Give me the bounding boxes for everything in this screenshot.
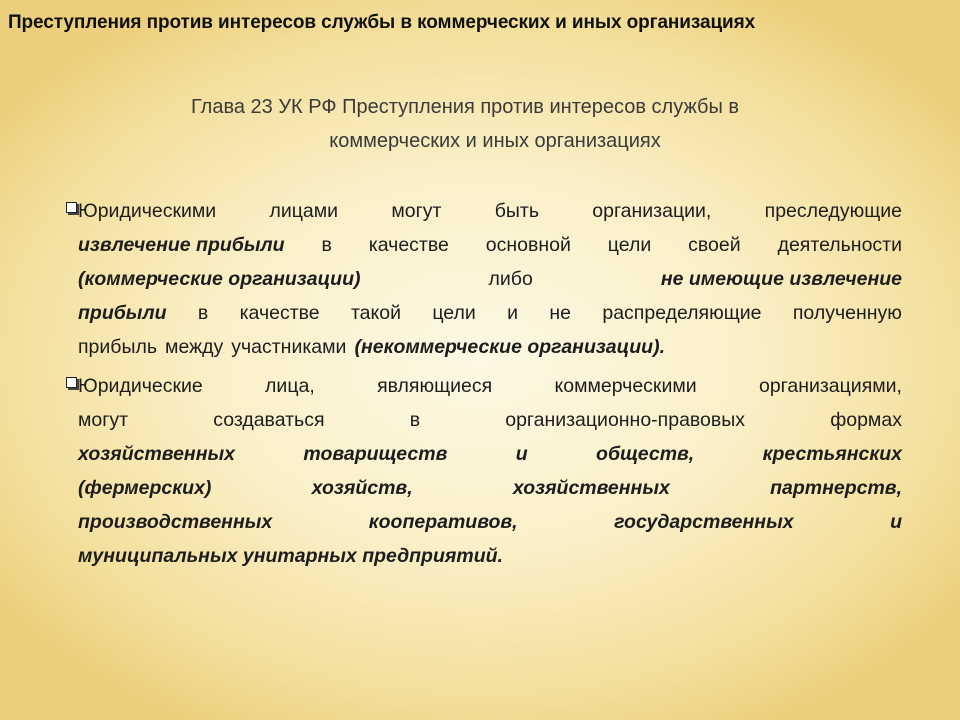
bullet-item bbox=[78, 369, 902, 573]
emphasized-text: хозяйств, bbox=[311, 477, 413, 499]
text-segment: распределяющие bbox=[602, 302, 762, 324]
bullet-list bbox=[78, 194, 902, 578]
emphasized-text: (некоммерческие организации). bbox=[354, 336, 665, 358]
bullet-line bbox=[78, 228, 902, 262]
text-segment: организации, bbox=[592, 200, 712, 222]
chapter-heading-line-2: коммерческих и иных организациях bbox=[329, 130, 661, 152]
text-segment: коммерческими bbox=[554, 375, 697, 397]
text-segment: и bbox=[507, 302, 519, 324]
checkbox-bullet-icon bbox=[66, 202, 77, 213]
text-segment: участниками bbox=[231, 336, 347, 358]
checkbox-bullet-icon bbox=[66, 377, 77, 388]
emphasized-text: хозяйственных bbox=[512, 477, 670, 499]
text-segment: в bbox=[197, 302, 209, 324]
slide-title: Преступления против интересов службы в коммерческих и иных организациях bbox=[8, 12, 756, 33]
text-segment: организационно-правовых bbox=[505, 409, 746, 431]
text-segment: лица, bbox=[265, 375, 315, 397]
text-segment: могут bbox=[78, 409, 129, 431]
text-segment: преследующие bbox=[764, 200, 902, 222]
text-segment: цели bbox=[432, 302, 476, 324]
text-segment: создаваться bbox=[213, 409, 325, 431]
text-segment: не bbox=[549, 302, 571, 324]
bullet-line bbox=[78, 194, 902, 228]
emphasized-text: не имеющие извлечение bbox=[660, 268, 902, 290]
emphasized-text: хозяйственных bbox=[78, 443, 235, 465]
emphasized-text: государственных bbox=[614, 511, 794, 533]
text-segment: либо bbox=[488, 268, 533, 290]
text-segment: в bbox=[409, 409, 421, 431]
text-segment: такой bbox=[350, 302, 402, 324]
text-segment: качестве bbox=[239, 302, 320, 324]
emphasized-text: товариществ bbox=[303, 443, 448, 465]
emphasized-text: производственных bbox=[78, 511, 273, 533]
emphasized-text: партнерств, bbox=[770, 477, 902, 499]
bullet-line bbox=[78, 403, 902, 437]
emphasized-text: кооперативов, bbox=[368, 511, 518, 533]
text-segment: основной bbox=[485, 234, 571, 256]
text-segment: лицами bbox=[269, 200, 339, 222]
bullet-line bbox=[78, 539, 902, 573]
bullet-item bbox=[78, 194, 902, 364]
text-segment: цели bbox=[607, 234, 652, 256]
emphasized-text: (коммерческие организации) bbox=[78, 268, 361, 290]
text-segment: формах bbox=[830, 409, 902, 431]
bullet-line bbox=[78, 262, 902, 296]
emphasized-text: извлечение прибыли bbox=[78, 234, 285, 256]
text-segment: Юридическими bbox=[78, 200, 217, 222]
text-segment: полученную bbox=[792, 302, 902, 324]
text-segment: могут bbox=[391, 200, 442, 222]
text-segment: Юридические bbox=[78, 375, 203, 397]
chapter-heading bbox=[60, 90, 900, 158]
emphasized-text: прибыли bbox=[78, 302, 167, 324]
emphasized-text: муниципальных унитарных предприятий. bbox=[78, 545, 503, 567]
emphasized-text: (фермерских) bbox=[78, 477, 212, 499]
text-segment: деятельности bbox=[777, 234, 902, 256]
text-segment: в bbox=[321, 234, 332, 256]
bullet-line bbox=[78, 296, 902, 330]
emphasized-text: обществ, bbox=[596, 443, 695, 465]
bullet-line bbox=[78, 369, 902, 403]
text-segment: качестве bbox=[368, 234, 449, 256]
bullet-line bbox=[78, 505, 902, 539]
emphasized-text: и bbox=[890, 511, 902, 533]
bullet-line bbox=[78, 330, 902, 364]
text-segment: являющиеся bbox=[377, 375, 493, 397]
bullet-line bbox=[78, 437, 902, 471]
emphasized-text: и bbox=[515, 443, 528, 465]
chapter-heading-line-1: Глава 23 УК РФ Преступления против интересов службы в bbox=[190, 96, 740, 118]
emphasized-text: крестьянских bbox=[762, 443, 902, 465]
text-segment: своей bbox=[688, 234, 741, 256]
text-segment: организациями, bbox=[758, 375, 902, 397]
text-segment: прибыль bbox=[78, 336, 158, 358]
bullet-line bbox=[78, 471, 902, 505]
text-segment: между bbox=[165, 336, 224, 358]
text-segment: быть bbox=[494, 200, 539, 222]
